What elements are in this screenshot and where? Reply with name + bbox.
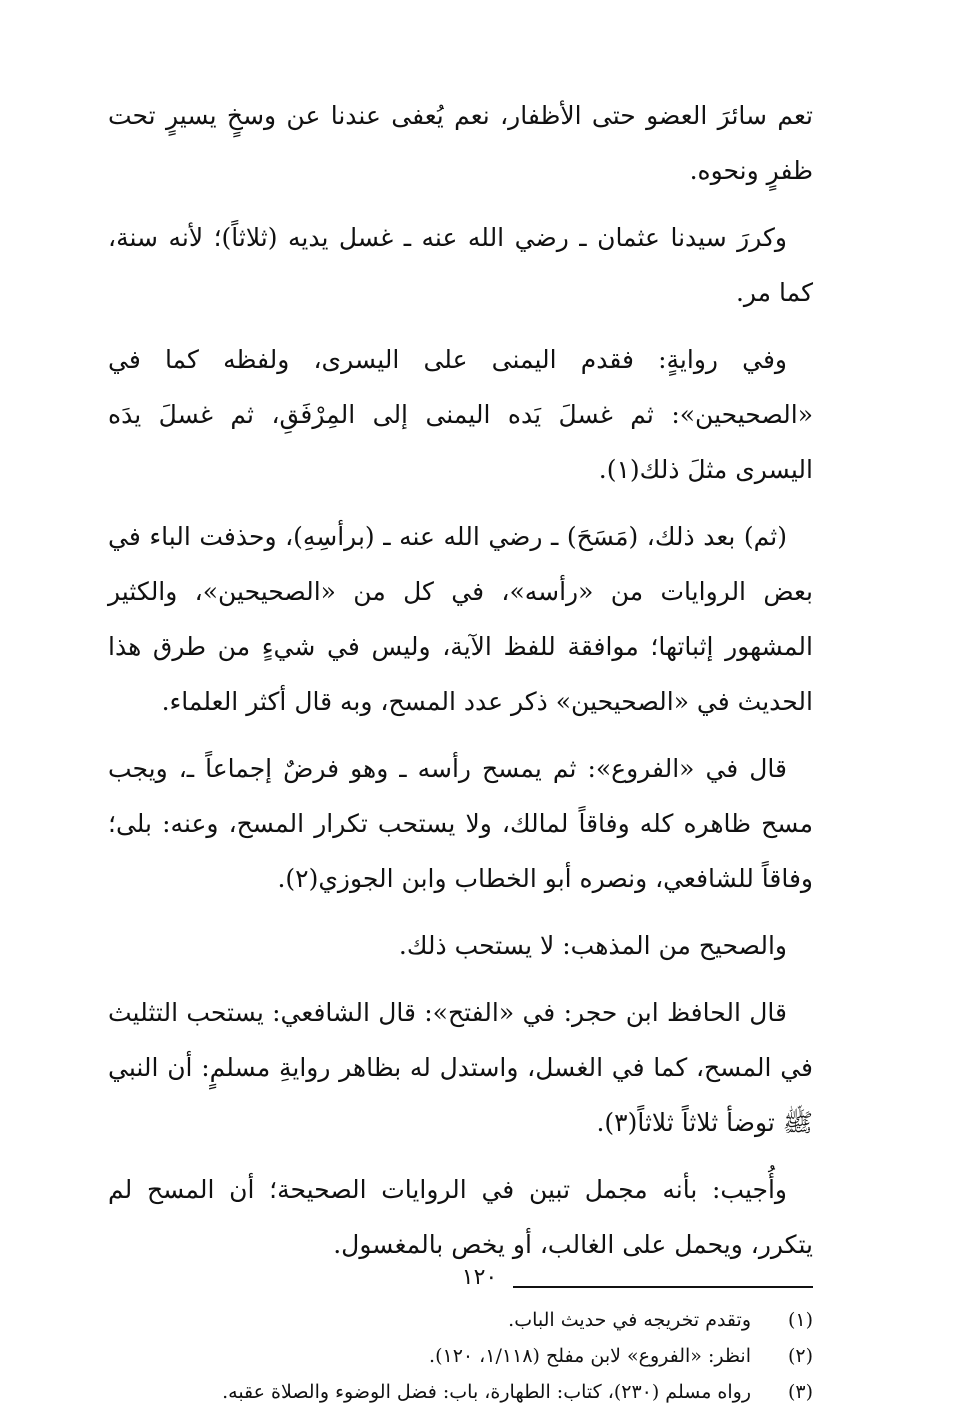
paragraph-continuation: تعم سائرَ العضو حتى الأظفار، نعم يُعفى عندنا عن وسخٍ يسيرٍ تحت ظفرٍ ونحوه. [108, 101, 813, 185]
paragraph-answer: وأُجيب: بأنه مجمل تبين في الروايات الصحيحة؛ أن المسح لم يتكرر، ويحمل على الغالب، أو يخص بالمغسول. [108, 1175, 813, 1259]
paragraph-uthman-washing: وكررَ سيدنا عثمان ـ رضي الله عنه ـ غسل يديه (ثلاثاً)؛ لأنه سنة، كما مر. [108, 223, 813, 307]
footnote-text: وتقدم تخريجه في حديث الباب. [508, 1309, 751, 1331]
footnote-number: (١) [787, 1309, 813, 1331]
footnote-text: انظر: «الفروع» لابن مفلح (١/١١٨، ١٢٠). [429, 1345, 751, 1367]
paragraph-furu: قال في «الفروع»: ثم يمسح رأسه ـ وهو فرضٌ إجماعاً ـ، ويجب مسح ظاهره كله وفاقاً لمالك، ولا يستحب تكرار المسح، وعنه: بلى؛ وفاقاً للشافعي، ونصره أبو الخطاب وابن الجوزي(٢). [108, 754, 813, 893]
footnote-number: (٢) [787, 1345, 813, 1367]
footnote-2 [108, 1338, 813, 1374]
footnote-number: (٣) [787, 1381, 813, 1403]
paragraph-mash-head: (ثم) بعد ذلك، (مَسَحَ) ـ رضي الله عنه ـ (برأسِهِ)، وحذفت الباء في بعض الروايات من «رأسه»، في كل من «الصحيحين»، والكثير المشهور إثباتها؛ موافقة للفظ الآية، وليس في شيءٍ من طرق هذا الحديث في «الصحيحين» ذكر عدد المسح، وبه قال أكثر العلماء. [108, 522, 813, 716]
footnotes [108, 1302, 813, 1410]
paragraph-riwaya: وفي روايةٍ: فقدم اليمنى على اليسرى، ولفظه كما في «الصحيحين»: ثم غسلَ يَده اليمنى إلى المِرْفَقِ، ثم غسلَ يدَه اليسرى مثلَ ذلك(١). [108, 345, 813, 484]
footnote-text: رواه مسلم (٢٣٠)، كتاب: الطهارة، باب: فضل الوضوء والصلاة عقبه. [222, 1381, 751, 1403]
paragraph-ibn-hajar: قال الحافظ ابن حجر: في «الفتح»: قال الشافعي: يستحب التثليث في المسح، كما في الغسل، واستدل له بظاهر روايةِ مسلمٍ: أن النبي ﷺ توضأ ثلاثاً ثلاثاً(٣). [108, 998, 813, 1137]
paragraph-madhhab: والصحيح من المذهب: لا يستحب ذلك. [398, 931, 787, 960]
footnote-3 [108, 1374, 813, 1410]
page-number: ١٢٠ [461, 1265, 498, 1290]
footnote-1 [108, 1302, 813, 1338]
main-text [108, 88, 813, 1272]
